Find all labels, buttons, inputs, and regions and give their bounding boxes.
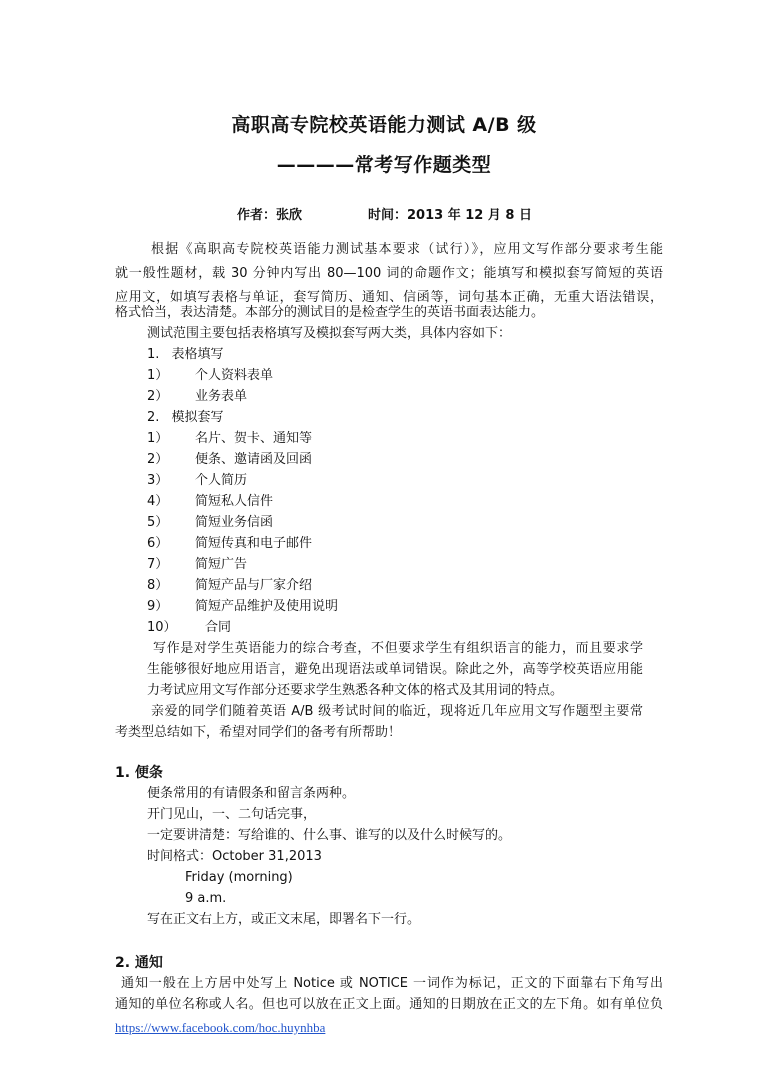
intro-line: 格式恰当，表达清楚。本部分的测试目的是检查学生的英语书面表达能力。 [115,305,545,320]
body-line: 写在正文右上方，或正文末尾，即署名下一行。 [147,912,421,927]
list-text: 便条、邀请函及回函 [195,452,313,467]
list-text: 简短业务信函 [195,515,274,530]
intro-line: 就一般性题材，载 30 分钟内写出 80—100 词的命题作文；能填写和模拟套写简短的英语 [115,266,663,281]
document-title: 高职高专院校英语能力测试 A/B 级 [231,114,537,136]
body-line: 亲爱的同学们随着英语 A/B 级考试时间的临近，现将近几年应用文写作题型主要常 [151,704,643,719]
list-number: 1） [147,431,169,446]
body-line: 通知一般在上方居中处写上 Notice 或 NOTICE 一词作为标记，正文的下面靠右下角写出 [121,976,663,991]
body-line: 写作是对学生英语能力的综合考查，不但要求学生有组织语言的能力，而且要求学 [153,641,643,656]
list-text: 个人资料表单 [195,368,274,383]
intro-line: 根据《高职高专院校英语能力测试基本要求（试行）》，应用文写作部分要求考生能 [151,242,663,257]
body-line: 生能够很好地应用语言，避免出现语法或单词错误。除此之外，高等学校英语应用能 [147,662,643,677]
body-line: 便条常用的有请假条和留言条两种。 [147,786,356,801]
list-number: 6） [147,536,169,551]
document-subtitle: ————常考写作题类型 [276,154,492,176]
list-number: 10） [147,620,177,635]
list-number: 4） [147,494,169,509]
intro-line: 应用文，如填写表格与单证，套写简历、通知、信函等，词句基本正确，无重大语法错误， [115,290,663,305]
body-line: 力考试应用文写作部分还要求学生熟悉各种文体的格式及其用词的特点。 [147,683,564,698]
byline [237,204,532,223]
list-text: 个人简历 [195,473,248,488]
section-title: 表格填写 [171,347,224,362]
body-line: 通知的单位名称或人名。但也可以放在正文上面。通知的日期放在正文的左下角。如有单位负 [115,997,663,1012]
list-number: 9） [147,599,169,614]
section-number: 1. [147,347,160,362]
author-label: 作者：张欣 [237,208,303,223]
body-line: 时间格式：October 31,2013 [147,849,322,864]
list-text: 名片、贺卡、通知等 [195,431,313,446]
list-text: 简短产品与厂家介绍 [195,578,313,593]
list-number: 2） [147,389,169,404]
list-number: 1） [147,368,169,383]
list-number: 5） [147,515,169,530]
list-text: 合同 [205,620,232,635]
list-text: 简短产品维护及使用说明 [195,599,339,614]
list-number: 2） [147,452,169,467]
list-text: 简短广告 [195,557,248,572]
body-line: 考类型总结如下，希望对同学们的备考有所帮助！ [115,725,402,740]
list-number: 8） [147,578,169,593]
body-line: 9 a.m. [185,891,227,906]
section-number: 2. [147,410,160,425]
list-text: 简短私人信件 [195,494,274,509]
list-number: 3） [147,473,169,488]
list-number: 7） [147,557,169,572]
body-line: 开门见山，一、二句话完事， [147,807,317,822]
heading-notice: 2. 通知 [115,955,163,971]
footer-link[interactable]: https://www.facebook.com/hoc.huynhba [115,1020,326,1035]
section-heading [147,409,695,427]
date-label: 时间：2013 年 12 月 8 日 [368,208,532,223]
heading-memo: 1. 便条 [115,765,163,781]
intro-line: 测试范围主要包括表格填写及模拟套写两大类，具体内容如下： [147,326,512,341]
body-line: 一定要讲清楚：写给谁的、什么事、谁写的以及什么时候写的。 [147,828,512,843]
body-line: Friday (morning) [185,870,293,885]
section-title: 模拟套写 [171,410,224,425]
list-text: 业务表单 [195,389,248,404]
list-text: 简短传真和电子邮件 [195,536,313,551]
section-heading [147,346,695,364]
